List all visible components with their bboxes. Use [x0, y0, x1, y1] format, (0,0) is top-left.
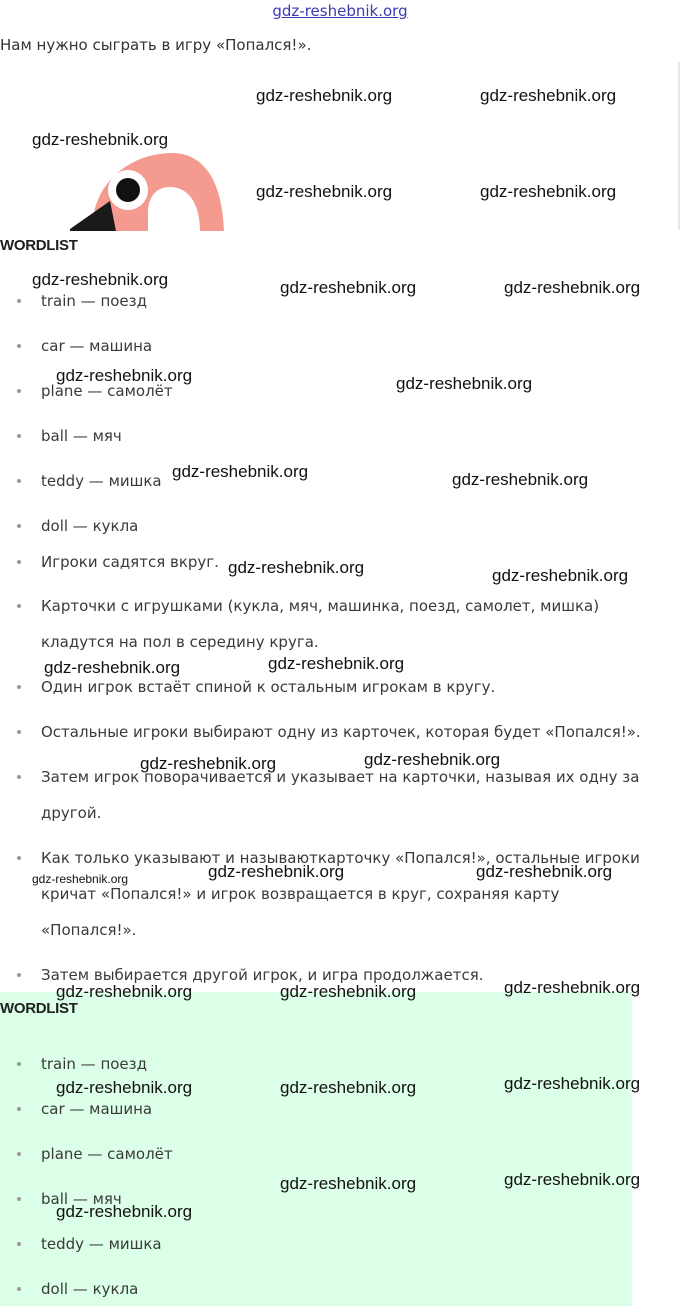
site-link[interactable]: gdz-reshebnik.org: [272, 2, 408, 20]
bullet-icon: [17, 775, 21, 779]
bullet-icon: [17, 524, 21, 528]
bullet-icon: [17, 560, 21, 564]
watermark: gdz-reshebnik.org: [280, 982, 417, 1001]
watermark: gdz-reshebnik.org: [268, 654, 405, 673]
watermark: gdz-reshebnik.org: [504, 1170, 641, 1189]
bullet-icon: [17, 1062, 21, 1066]
bullet-icon: [17, 973, 21, 977]
wordlist-heading: WORDLIST: [0, 237, 78, 254]
bullet-icon: [17, 1287, 21, 1291]
watermark: gdz-reshebnik.org: [32, 270, 169, 289]
bullet-icon: [17, 1197, 21, 1201]
watermark: gdz-reshebnik.org: [504, 1074, 641, 1093]
watermark: gdz-reshebnik.org: [228, 558, 365, 577]
watermark: gdz-reshebnik.org: [256, 182, 393, 201]
watermark: gdz-reshebnik.org: [44, 658, 181, 677]
watermark: gdz-reshebnik.org: [480, 182, 617, 201]
watermark: gdz-reshebnik.org: [32, 872, 129, 886]
watermark: gdz-reshebnik.org: [504, 978, 641, 997]
watermark: gdz-reshebnik.org: [172, 462, 309, 481]
bullet-icon: [17, 434, 21, 438]
flamingo-eye: [116, 178, 140, 202]
watermark: gdz-reshebnik.org: [280, 1078, 417, 1097]
watermark: gdz-reshebnik.org: [492, 566, 629, 585]
bullet-icon: [17, 730, 21, 734]
watermark: gdz-reshebnik.org: [280, 278, 417, 297]
wordlist-heading-2: WORDLIST: [0, 1000, 78, 1017]
bullet-icon: [17, 1242, 21, 1246]
watermark: gdz-reshebnik.org: [56, 1078, 193, 1097]
watermark: gdz-reshebnik.org: [452, 470, 589, 489]
bullet-icon: [17, 299, 21, 303]
watermark: gdz-reshebnik.org: [56, 366, 193, 385]
bullet-icon: [17, 479, 21, 483]
watermark: gdz-reshebnik.org: [208, 862, 345, 881]
watermark: gdz-reshebnik.org: [364, 750, 501, 769]
watermark: gdz-reshebnik.org: [256, 86, 393, 105]
bullet-icon: [17, 856, 21, 860]
bullet-icon: [17, 344, 21, 348]
watermark: gdz-reshebnik.org: [480, 86, 617, 105]
watermark: gdz-reshebnik.org: [56, 1202, 193, 1221]
watermark: gdz-reshebnik.org: [56, 982, 193, 1001]
watermark: gdz-reshebnik.org: [32, 130, 169, 149]
bullet-icon: [17, 685, 21, 689]
watermark: gdz-reshebnik.org: [504, 278, 641, 297]
bullet-icon: [17, 1107, 21, 1111]
bullet-icon: [17, 1152, 21, 1156]
watermark: gdz-reshebnik.org: [396, 374, 533, 393]
flamingo-illustration: [70, 153, 226, 231]
watermark: gdz-reshebnik.org: [140, 754, 277, 773]
bullet-icon: [17, 389, 21, 393]
watermark: gdz-reshebnik.org: [280, 1174, 417, 1193]
bullet-icon: [17, 604, 21, 608]
intro-text: Нам нужно сыграть в игру «Попался!».: [0, 36, 312, 54]
flamingo-beak: [70, 201, 116, 231]
watermark: gdz-reshebnik.org: [476, 862, 613, 881]
